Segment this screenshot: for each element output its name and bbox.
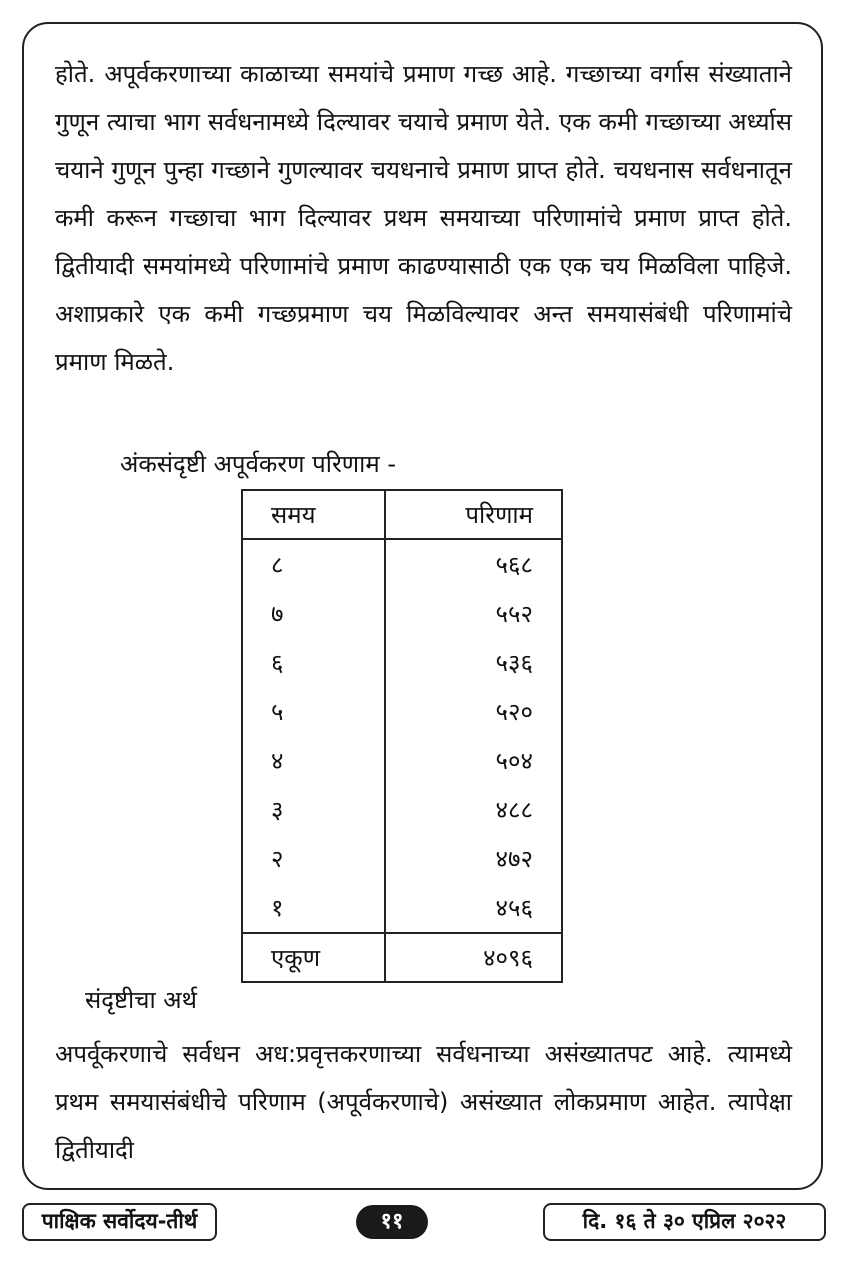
header-samay: समय bbox=[242, 490, 385, 539]
table-row bbox=[242, 736, 562, 785]
paragraph-2: अपर्वूकरणाचे सर्वधन अध:प्रवृत्तकरणाच्या सर्वधनाच्या असंख्यातपट आहे. त्यामध्ये प्रथम समयासंबंधीचे परिणाम (अपूर्वकरणाचे) असंख्यात लोकप्रमाण आहेत. त्यापेक्षा द्वितीयादी bbox=[55, 1040, 792, 1164]
footer-publication: पाक्षिक सर्वोदय-तीर्थ bbox=[22, 1203, 217, 1241]
footer-page-number: ११ bbox=[356, 1205, 428, 1239]
cell-parinam: ५०४ bbox=[495, 747, 533, 775]
table-row bbox=[242, 638, 562, 687]
total-label: एकूण bbox=[242, 933, 385, 982]
paragraph-1: होते. अपूर्वकरणाच्या काळाच्या समयांचे प्रमाण गच्छ आहे. गच्छाच्या वर्गास संख्याताने गुणून त्याचा भाग सर्वधनामध्ये दिल्यावर चयाचे प्रमाण येते. एक कमी गच्छाच्या अर्ध्यास चयाने गुणून पुन्हा गच्छाने गुणल्यावर चयधनाचे प्रमाण प्राप्त होते. चयधनास सर्वधनातून कमी करून गच्छाचा भाग दिल्यावर प्रथम समयाच्या परिणामांचे प्रमाण प्राप्त होते. द्वितीयादी समयांमध्ये परिणामांचे प्रमाण काढण्यासाठी एक एक चय मिळविला पाहिजे. अशाप्रकारे एक कमी गच्छप्रमाण चय मिळविल्यावर अन्त समयासंबंधी परिणामांचे प्रमाण मिळते. bbox=[55, 60, 792, 376]
cell-samay: ५ bbox=[242, 687, 385, 736]
cell-samay: ७ bbox=[242, 589, 385, 638]
cell-samay: १ bbox=[242, 883, 385, 933]
table-header-row bbox=[242, 490, 562, 539]
cell-samay: ४ bbox=[242, 736, 385, 785]
table-total-row bbox=[242, 933, 562, 982]
header-parinam: परिणाम bbox=[385, 490, 562, 539]
subheading: संदृष्टीचा अर्थ bbox=[85, 986, 197, 1014]
footer-date: दि. १६ ते ३० एप्रिल २०२२ bbox=[543, 1203, 826, 1241]
cell-samay: ६ bbox=[242, 638, 385, 687]
total-value: ४०९६ bbox=[385, 933, 562, 982]
table-row bbox=[242, 589, 562, 638]
table-row bbox=[242, 687, 562, 736]
table-caption: अंकसंदृष्टी अपूर्वकरण परिणाम - bbox=[120, 450, 397, 478]
cell-samay: ३ bbox=[242, 785, 385, 834]
table-row bbox=[242, 834, 562, 883]
cell-parinam: ५६८ bbox=[495, 551, 533, 579]
cell-parinam: ४७२ bbox=[495, 845, 533, 873]
cell-parinam: ४५६ bbox=[495, 894, 533, 922]
cell-parinam: ५२० bbox=[495, 698, 533, 726]
cell-parinam: ४८८ bbox=[495, 796, 533, 824]
table-row bbox=[242, 785, 562, 834]
result-table bbox=[241, 489, 563, 983]
cell-samay: २ bbox=[242, 834, 385, 883]
table-row bbox=[242, 539, 562, 589]
table-row bbox=[242, 883, 562, 933]
cell-parinam: ५५२ bbox=[495, 600, 533, 628]
cell-parinam: ५३६ bbox=[495, 649, 533, 677]
cell-samay: ८ bbox=[242, 539, 385, 589]
